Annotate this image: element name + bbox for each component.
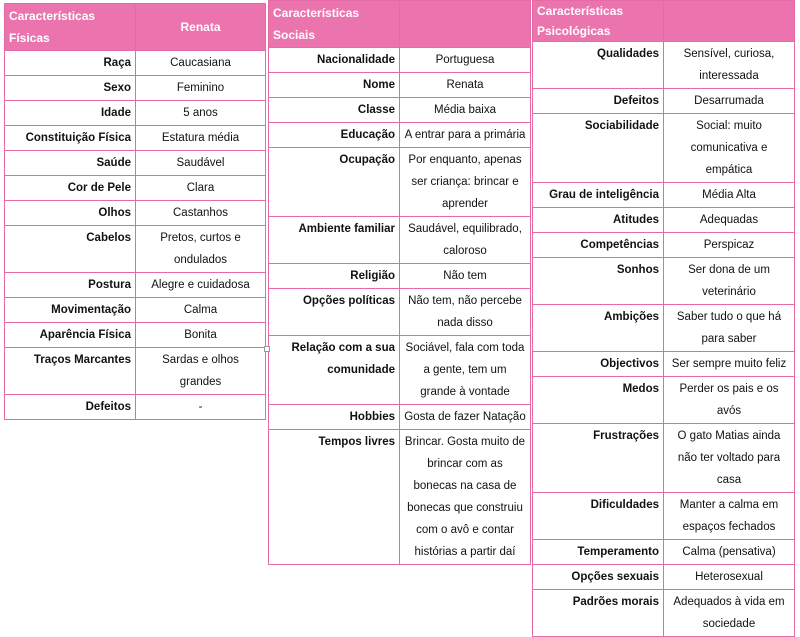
row-label: Religião — [269, 264, 400, 289]
row-label: Nacionalidade — [269, 48, 400, 73]
table-row — [533, 377, 795, 424]
row-label: Atitudes — [533, 208, 664, 233]
row-value: Perder os pais e os avós — [664, 377, 795, 424]
row-label: Hobbies — [269, 405, 400, 430]
table-row — [269, 73, 531, 98]
row-value: Bonita — [136, 323, 266, 348]
row-value: Castanhos — [136, 201, 266, 226]
row-label: Frustrações — [533, 424, 664, 493]
table-row — [533, 493, 795, 540]
row-value: Clara — [136, 176, 266, 201]
character-name-header: Renata — [136, 4, 266, 51]
table-row — [533, 258, 795, 305]
row-label: Cabelos — [5, 226, 136, 273]
table-row — [269, 336, 531, 405]
row-label: Raça — [5, 51, 136, 76]
table-row — [269, 123, 531, 148]
row-value: Manter a calma em espaços fechados — [664, 493, 795, 540]
row-label: Padrões morais — [533, 590, 664, 637]
row-label: Tempos livres — [269, 430, 400, 565]
table-row — [5, 226, 266, 273]
table-row — [269, 48, 531, 73]
row-label: Opções sexuais — [533, 565, 664, 590]
table-row — [533, 352, 795, 377]
row-value: Média baixa — [400, 98, 531, 123]
table-row — [269, 264, 531, 289]
table-row — [5, 176, 266, 201]
row-label: Competências — [533, 233, 664, 258]
row-value: Sociável, fala com toda a gente, tem um grande à vontade — [400, 336, 531, 405]
row-label: Olhos — [5, 201, 136, 226]
table-row — [5, 298, 266, 323]
row-value: Feminino — [136, 76, 266, 101]
table-row — [269, 289, 531, 336]
row-value: O gato Matias ainda não ter voltado para casa — [664, 424, 795, 493]
row-label: Qualidades — [533, 42, 664, 89]
row-label: Ambiente familiar — [269, 217, 400, 264]
table-row — [269, 430, 531, 565]
row-value: Estatura média — [136, 126, 266, 151]
physical-traits-table — [4, 3, 266, 420]
table-row — [533, 208, 795, 233]
row-value: Heterosexual — [664, 565, 795, 590]
row-label: Idade — [5, 101, 136, 126]
row-value: Adequados à vida em sociedade — [664, 590, 795, 637]
row-label: Ambições — [533, 305, 664, 352]
row-value: Saudável — [136, 151, 266, 176]
table-row — [533, 233, 795, 258]
row-value: - — [136, 395, 266, 420]
row-label: Saúde — [5, 151, 136, 176]
table-row — [5, 126, 266, 151]
row-label: Temperamento — [533, 540, 664, 565]
table-row — [5, 151, 266, 176]
table-row — [5, 348, 266, 395]
row-label: Grau de inteligência — [533, 183, 664, 208]
row-value: Não tem — [400, 264, 531, 289]
psychological-traits-header — [533, 1, 795, 42]
resize-handle[interactable] — [264, 346, 270, 352]
table-row — [5, 201, 266, 226]
row-label: Opções políticas — [269, 289, 400, 336]
table-row — [5, 51, 266, 76]
social-traits-table — [268, 0, 531, 565]
row-label: Objectivos — [533, 352, 664, 377]
row-value: 5 anos — [136, 101, 266, 126]
social-traits-title: Características Sociais — [269, 1, 400, 48]
social-traits-header — [269, 1, 531, 48]
social-traits-body — [269, 48, 531, 565]
table-row — [533, 424, 795, 493]
row-label: Aparência Física — [5, 323, 136, 348]
row-label: Dificuldades — [533, 493, 664, 540]
table-row — [269, 98, 531, 123]
row-label: Sexo — [5, 76, 136, 101]
psychological-traits-body — [533, 42, 795, 637]
row-value: Brincar. Gosta muito de brincar com as bonecas na casa de bonecas que construiu com o avô e contar histórias a partir daí — [400, 430, 531, 565]
social-traits-header-blank — [400, 1, 531, 48]
row-value: Pretos, curtos e ondulados — [136, 226, 266, 273]
row-label: Traços Marcantes — [5, 348, 136, 395]
table-row — [533, 305, 795, 352]
row-label: Constituição Física — [5, 126, 136, 151]
row-label: Postura — [5, 273, 136, 298]
row-value: Renata — [400, 73, 531, 98]
table-row — [533, 183, 795, 208]
row-label: Defeitos — [5, 395, 136, 420]
row-value: Por enquanto, apenas ser criança: brincar e aprender — [400, 148, 531, 217]
row-label: Sociabilidade — [533, 114, 664, 183]
row-label: Nome — [269, 73, 400, 98]
table-row — [5, 395, 266, 420]
row-label: Cor de Pele — [5, 176, 136, 201]
row-label: Ocupação — [269, 148, 400, 217]
row-label: Classe — [269, 98, 400, 123]
row-value: Alegre e cuidadosa — [136, 273, 266, 298]
row-value: Ser dona de um veterinário — [664, 258, 795, 305]
row-label: Sonhos — [533, 258, 664, 305]
row-value: Gosta de fazer Natação — [400, 405, 531, 430]
row-value: Desarrumada — [664, 89, 795, 114]
row-value: Sensível, curiosa, interessada — [664, 42, 795, 89]
row-value: Portuguesa — [400, 48, 531, 73]
row-value: Sardas e olhos grandes — [136, 348, 266, 395]
row-value: Saber tudo o que há para saber — [664, 305, 795, 352]
table-row — [5, 273, 266, 298]
table-row — [269, 148, 531, 217]
physical-traits-title: Características Físicas — [5, 4, 136, 51]
physical-traits-body — [5, 51, 266, 420]
physical-traits-header — [5, 4, 266, 51]
table-row — [533, 565, 795, 590]
table-row — [533, 540, 795, 565]
row-label: Medos — [533, 377, 664, 424]
row-value: A entrar para a primária — [400, 123, 531, 148]
table-row — [5, 76, 266, 101]
row-value: Saudável, equilibrado, caloroso — [400, 217, 531, 264]
table-row — [269, 217, 531, 264]
row-value: Média Alta — [664, 183, 795, 208]
row-value: Calma — [136, 298, 266, 323]
row-value: Social: muito comunicativa e empática — [664, 114, 795, 183]
row-value: Caucasiana — [136, 51, 266, 76]
row-value: Não tem, não percebe nada disso — [400, 289, 531, 336]
table-row — [533, 89, 795, 114]
row-value: Calma (pensativa) — [664, 540, 795, 565]
table-row — [269, 405, 531, 430]
row-label: Defeitos — [533, 89, 664, 114]
table-row — [533, 42, 795, 89]
row-value: Ser sempre muito feliz — [664, 352, 795, 377]
row-label: Relação com a sua comunidade — [269, 336, 400, 405]
row-value: Adequadas — [664, 208, 795, 233]
row-value: Perspicaz — [664, 233, 795, 258]
psychological-traits-table — [532, 0, 795, 637]
row-label: Educação — [269, 123, 400, 148]
table-row — [533, 590, 795, 637]
table-row — [533, 114, 795, 183]
psychological-traits-title: Características Psicológicas — [533, 1, 664, 42]
psychological-traits-header-blank — [664, 1, 795, 42]
row-label: Movimentação — [5, 298, 136, 323]
table-row — [5, 101, 266, 126]
table-row — [5, 323, 266, 348]
